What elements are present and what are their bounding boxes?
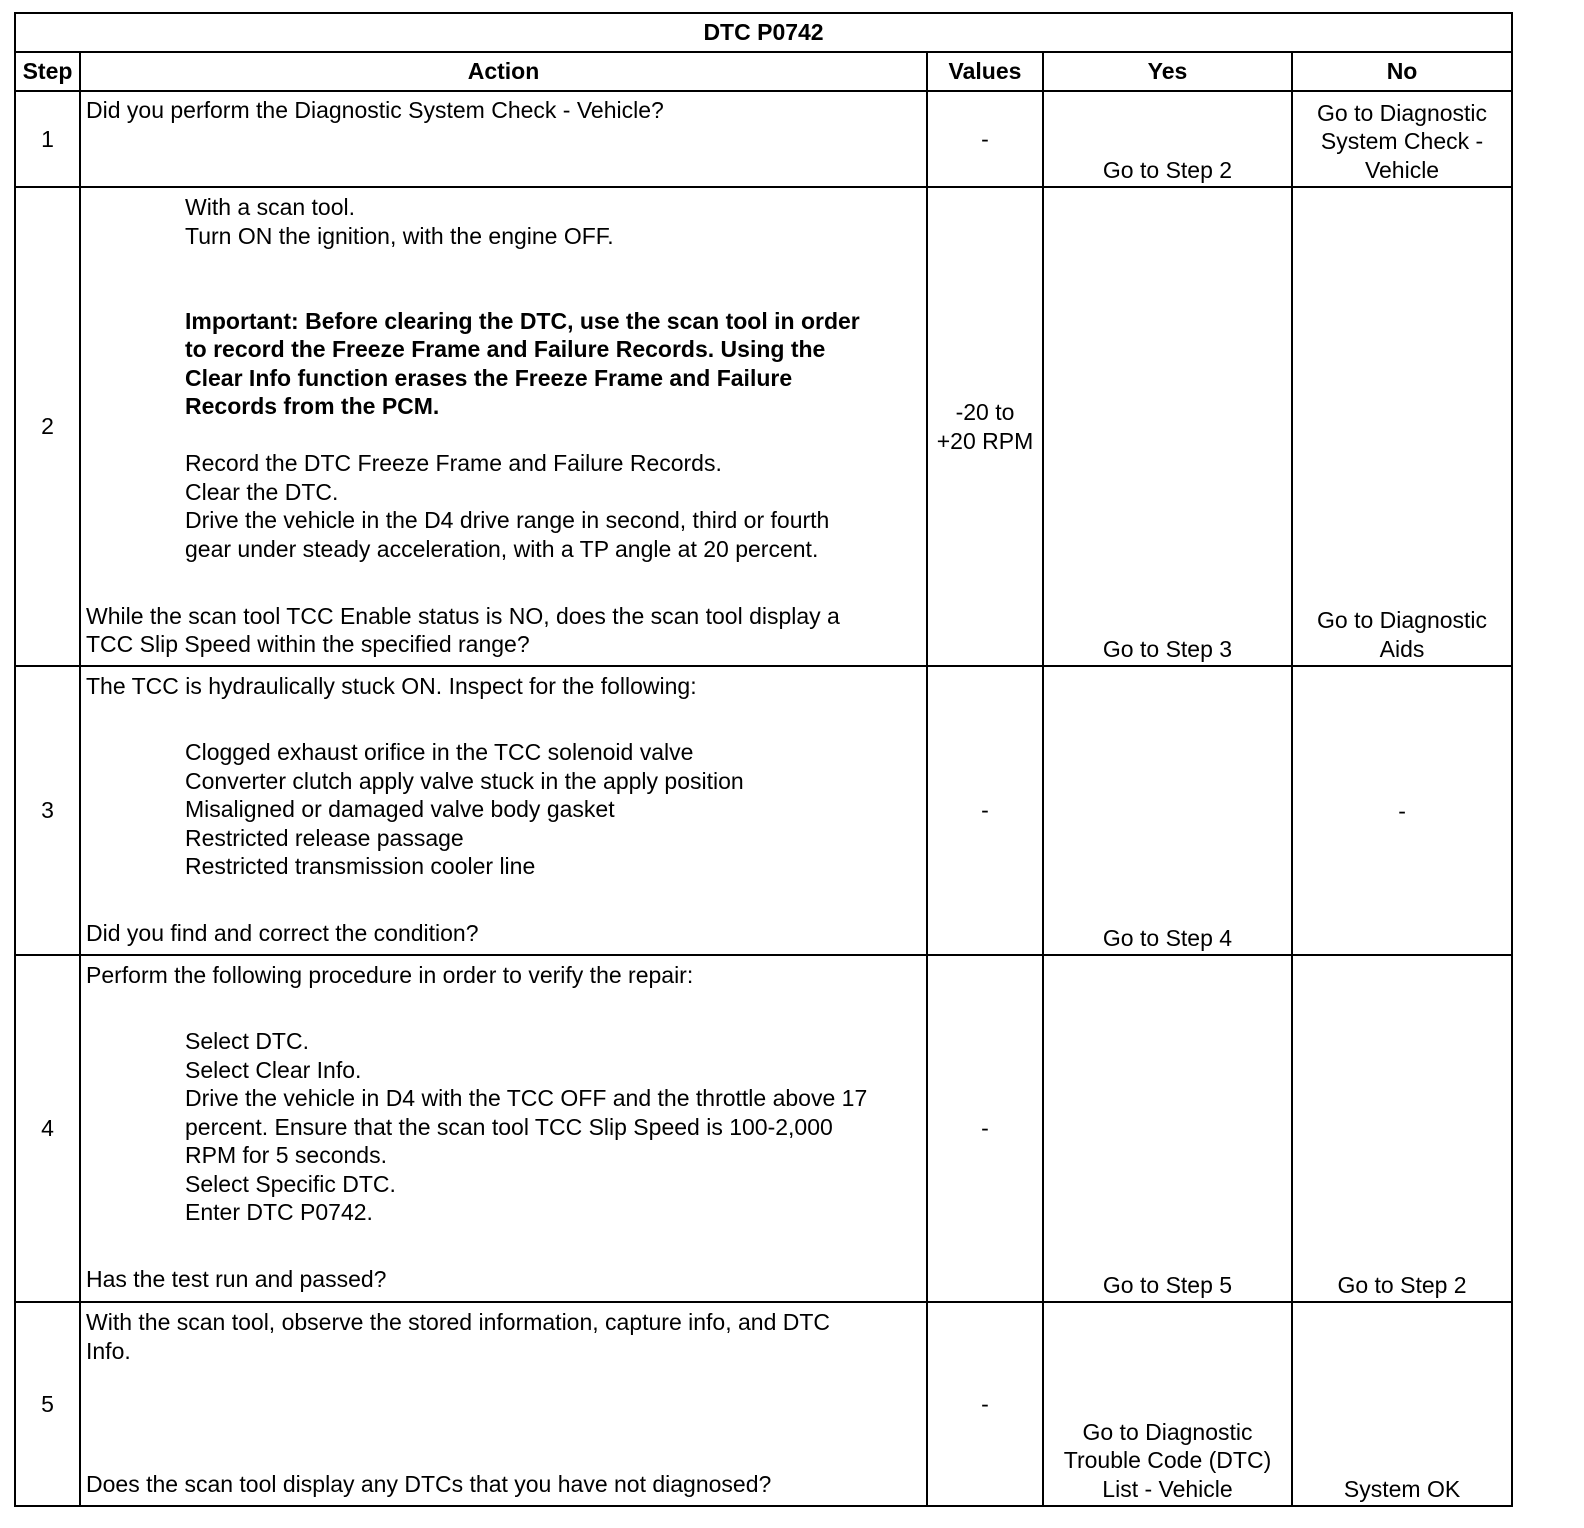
header-yes: Yes [1043,52,1292,91]
action-bullet: Converter clutch apply valve stuck in the apply position [185,768,744,794]
important-note: Clear Info function erases the Freeze Frame and Failure [185,365,793,391]
yes-result-line: Trouble Code (DTC) [1063,1447,1272,1473]
values-cell: - [927,666,1043,955]
step-number: 5 [15,1302,80,1506]
no-cell [1292,91,1512,187]
action-intro: With the scan tool, observe the stored information, capture info, and DTC [86,1309,831,1335]
action-bullet: Select Specific DTC. [185,1171,396,1197]
important-note: to record the Freeze Frame and Failure Records. Using the [185,336,826,362]
no-result [1293,606,1511,663]
action-question: Did you find and correct the condition? [86,920,479,946]
action-bullet: Clogged exhaust orifice in the TCC solenoid valve [185,739,694,765]
action-cell [80,955,927,1302]
action-bullet: Clear the DTC. [185,479,339,505]
step-number: 2 [15,187,80,666]
action-intro: Perform the following procedure in order to verify the repair: [86,962,694,988]
action-question: TCC Slip Speed within the specified range? [86,631,530,657]
table-title: DTC P0742 [15,13,1512,52]
action-bullet: RPM for 5 seconds. [185,1142,387,1168]
no-cell [1292,187,1512,666]
table-row-step-3 [15,666,1512,955]
no-result: - [1398,797,1406,824]
yes-cell [1043,91,1292,187]
values-line: +20 RPM [936,427,1034,454]
no-result-line: System Check - [1320,128,1484,154]
action-bullet: Enter DTC P0742. [185,1199,373,1225]
action-cell [80,666,927,955]
no-result-line: Go to Diagnostic [1317,99,1488,126]
values-line: -20 to [955,399,1015,425]
yes-result: Go to Step 5 [1102,1271,1233,1298]
table-row-step-5 [15,1302,1512,1506]
no-result-line: Go to Diagnostic [1317,607,1488,633]
action-bullet: Select DTC. [185,1028,309,1054]
action-bullet: Select Clear Info. [185,1057,362,1083]
action-cell [80,187,927,666]
action-bullet: Turn ON the ignition, with the engine OFF. [185,223,614,249]
values-cell: - [927,955,1043,1302]
step-number: 4 [15,955,80,1302]
action-bullet: Restricted transmission cooler line [185,853,536,879]
important-note: Records from the PCM. [185,393,440,419]
no-result [1293,99,1511,185]
values-cell: - [927,1302,1043,1506]
header-row [15,52,1512,91]
table-row-step-4 [15,955,1512,1302]
action-intro: The TCC is hydraulically stuck ON. Inspect for the following: [86,673,697,699]
header-action: Action [80,52,927,91]
action-cell [80,91,927,187]
yes-cell [1043,666,1292,955]
yes-result: Go to Step 4 [1102,924,1233,951]
no-cell [1292,666,1512,955]
step-number: 3 [15,666,80,955]
values-cell [927,187,1043,666]
action-question: Has the test run and passed? [86,1266,387,1292]
header-no: No [1292,52,1512,91]
action-question: Does the scan tool display any DTCs that you have not diagnosed? [86,1471,772,1497]
yes-cell [1043,955,1292,1302]
no-result: Go to Step 2 [1337,1271,1467,1298]
action-intro: Info. [86,1338,131,1364]
no-cell [1292,955,1512,1302]
yes-result: Go to Step 2 [1102,156,1233,183]
yes-cell [1043,187,1292,666]
action-bullet: Restricted release passage [185,825,464,851]
header-values: Values [927,52,1043,91]
action-bullet: gear under steady acceleration, with a TP angle at 20 percent. [185,536,819,562]
yes-result [1044,1418,1291,1504]
action-question: Did you perform the Diagnostic System Check - Vehicle? [86,97,664,123]
important-note: Important: Before clearing the DTC, use the scan tool in order [185,308,860,334]
action-question: While the scan tool TCC Enable status is NO, does the scan tool display a [86,603,840,629]
action-bullet: percent. Ensure that the scan tool TCC Slip Speed is 100-2,000 [185,1114,833,1140]
values-cell: - [927,91,1043,187]
table-row-step-2 [15,187,1512,666]
action-cell [80,1302,927,1506]
no-cell [1292,1302,1512,1506]
dtc-table [14,12,1513,1507]
no-result-line: Aids [1379,635,1425,662]
yes-result-line: Go to Diagnostic [1082,1418,1253,1445]
yes-cell [1043,1302,1292,1506]
header-step: Step [15,52,80,91]
yes-result: Go to Step 3 [1102,635,1233,662]
no-result: System OK [1343,1475,1461,1502]
no-result-line: Vehicle [1364,156,1440,183]
table-row-step-1 [15,91,1512,187]
yes-result-line: List - Vehicle [1102,1475,1233,1502]
action-bullet: Drive the vehicle in D4 with the TCC OFF and the throttle above 17 [185,1085,868,1111]
action-bullet: Drive the vehicle in the D4 drive range in second, third or fourth [185,507,830,533]
action-bullet: With a scan tool. [185,194,356,220]
action-bullet: Record the DTC Freeze Frame and Failure Records. [185,450,722,476]
action-bullet: Misaligned or damaged valve body gasket [185,796,615,822]
step-number: 1 [15,91,80,187]
